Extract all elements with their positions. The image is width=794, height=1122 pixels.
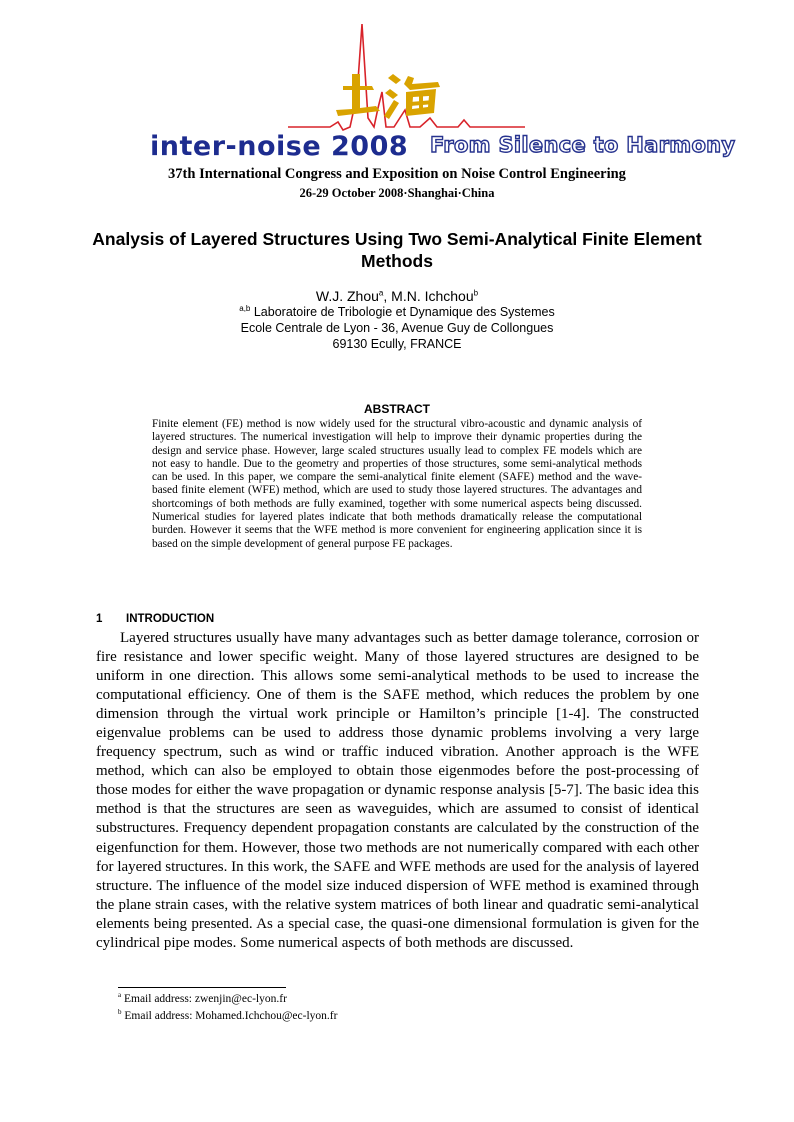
affiliation-line: 69130 Ecully, FRANCE [332,337,462,351]
shanghai-calligraphy-icon [336,74,440,119]
conference-logo [0,0,794,165]
author-name: M.N. Ichchou [391,288,474,304]
paper-title: Analysis of Layered Structures Using Two Semi-Analytical Finite Element Methods [92,229,702,271]
footnote-divider [118,987,286,988]
section-title: INTRODUCTION [126,613,215,625]
affiliation-block [0,304,794,352]
affiliation-line: Ecole Centrale de Lyon - 36, Avenue Guy de Collongues [240,321,554,335]
footnote-mark: b [118,1008,122,1017]
affiliation-mark: a,b [239,303,251,313]
abstract-text: Finite element (FE) method is now widely used for the structural vibro-acoustic and dynamic analysis of layered structures. The numerical investigation will help to improve their dynamic properties during the design and service phase. However, large scaled structures usually lead to complex FE models which are not easy to handle. Due to the geometry and properties of those structures, some semi-analytical methods can be used. In this paper, we compare the semi-analytical finite element (SAFE) method and the wave-based finite element (WFE) method, which are used to study those layered structures. The advantages and shortcomings of both methods are fully examined, together with some numerical aspects being discussed. Numerical studies for layered plates indicate that both methods dramatically release the computational burden. However it seems that the WFE method is more convenient for engineering application since it is based on the simple development of general purpose FE packages. [152,418,642,550]
footnote [118,993,287,1005]
author-separator: , [383,288,392,304]
footnote [118,1010,337,1022]
section-number: 1 [96,613,103,625]
affiliation-line [0,304,794,320]
logo-slogan: From Silence to Harmony [430,133,736,157]
introduction-paragraph: Layered structures usually have many advantages such as better damage tolerance, corrosion or fire resistance and lower specific weight. Many of those layered structures are designed to be uniform in one direction. This allows some semi-analytical methods to be used to increase the computational efficiency. One of them is the SAFE method, which reduces the problem by one dimension through the virtual work principle or Hamilton’s principle [1-4]. The constructed eigenvalue problems can be used to address those dynamic problems involving a very large frequency spectrum, such as wind or traffic induced vibration. Another approach is the WFE method, which can also be employed to obtain those eigenmodes before the post-processing of those modes for either the wave propagation or dynamic response analysis [5-7]. The basic idea this method is that the structures are seen as waveguides, which are assumed to consist of identical substructures. Frequency dependent propagation constants are calculated by the construction of the eigenfunction for them. However, those two methods are not numerically compared with each other for layered structures. In this work, the SAFE and WFE methods are used for the analysis of layered structure. The influence of the model size induced dispersion of WFE method is examined through the plane strain cases, with the relative system matrices of both linear and quadratic semi-analytical elements being presented. As a special case, the quasi-one dimensional formulation is given for the cylindrical pipe modes. Some numerical aspects of both methods are discussed. [96,630,699,951]
congress-title: 37th International Congress and Exposition on Noise Control Engineering [168,166,626,182]
footnote-mark: a [118,991,122,1000]
section-heading [96,613,214,625]
footnote-text: Email address: zwenjin@ec-lyon.fr [123,993,287,1005]
logo-wordmark: inter-noise 2008 [150,131,409,162]
author-affiliation-mark: a [378,288,384,298]
affiliation-lab: Laboratoire de Tribologie et Dynamique des Systemes [253,305,555,319]
congress-dates: 26-29 October 2008·Shanghai·China [299,186,495,200]
footnote-text: Email address: Mohamed.Ichchou@ec-lyon.fr [124,1010,338,1022]
author-affiliation-mark: b [473,288,479,298]
abstract-heading: ABSTRACT [364,402,430,416]
author-line [0,288,794,304]
author-name: W.J. Zhou [315,288,379,304]
